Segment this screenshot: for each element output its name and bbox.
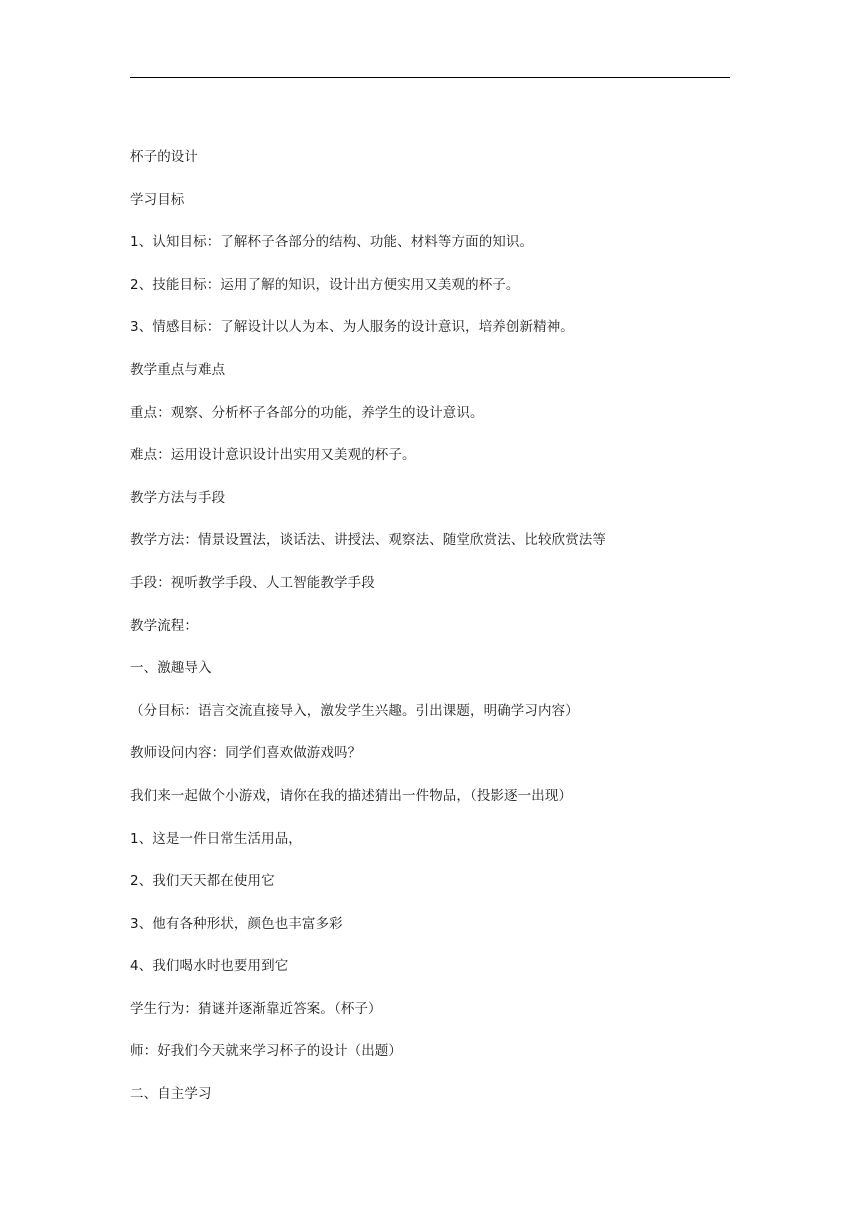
list-item: 4、我们喝水时也要用到它 bbox=[130, 958, 289, 975]
paragraph-line: 教师设问内容：同学们喜欢做游戏吗？ bbox=[130, 745, 362, 762]
paragraph-line: 手段：视听教学手段、人工智能教学手段 bbox=[130, 574, 375, 591]
paragraph-line: 重点：观察、分析杯子各部分的功能，养学生的设计意识。 bbox=[130, 404, 484, 421]
paragraph-line: 教学方法：情景设置法，谈话法、讲授法、观察法、随堂欣赏法、比较欣赏法等 bbox=[130, 532, 606, 549]
paragraph-line: 1、认知目标：了解杯子各部分的结构、功能、材料等方面的知识。 bbox=[130, 234, 534, 251]
paragraph-line: 学生行为：猜谜并逐渐靠近答案。（杯子） bbox=[130, 1000, 382, 1017]
paragraph-line: 3、情感目标：了解设计以人为本、为人服务的设计意识，培养创新精神。 bbox=[130, 319, 574, 336]
section-heading-methods: 教学方法与手段 bbox=[130, 489, 226, 506]
paragraph-line: 师：好我们今天就来学习杯子的设计（出题） bbox=[130, 1043, 402, 1060]
paragraph-line: 难点：运用设计意识设计出实用又美观的杯子。 bbox=[130, 447, 416, 464]
header-rule bbox=[130, 77, 730, 78]
subsection-heading-intro: 一、激趣导入 bbox=[130, 660, 212, 677]
paragraph-line: 我们来一起做个小游戏，请你在我的描述猜出一件物品，（投影逐一出现） bbox=[130, 787, 573, 804]
document-title: 杯子的设计 bbox=[130, 149, 198, 165]
list-item: 2、我们天天都在使用它 bbox=[130, 873, 275, 890]
section-heading-learning-goals: 学习目标 bbox=[130, 191, 185, 208]
paragraph-line: 2、技能目标：运用了解的知识，设计出方便实用又美观的杯子。 bbox=[130, 276, 520, 293]
paragraph-line: （分目标：语言交流直接导入，激发学生兴趣。引出课题，明确学习内容） bbox=[130, 702, 579, 719]
list-item: 3、他有各种形状，颜色也丰富多彩 bbox=[130, 915, 343, 932]
section-heading-process: 教学流程： bbox=[130, 617, 198, 634]
subsection-heading-self-study: 二、自主学习 bbox=[130, 1086, 212, 1103]
list-item: 1、这是一件日常生活用品， bbox=[130, 830, 302, 847]
document-body bbox=[130, 146, 730, 1126]
section-heading-key-points: 教学重点与难点 bbox=[130, 361, 226, 378]
